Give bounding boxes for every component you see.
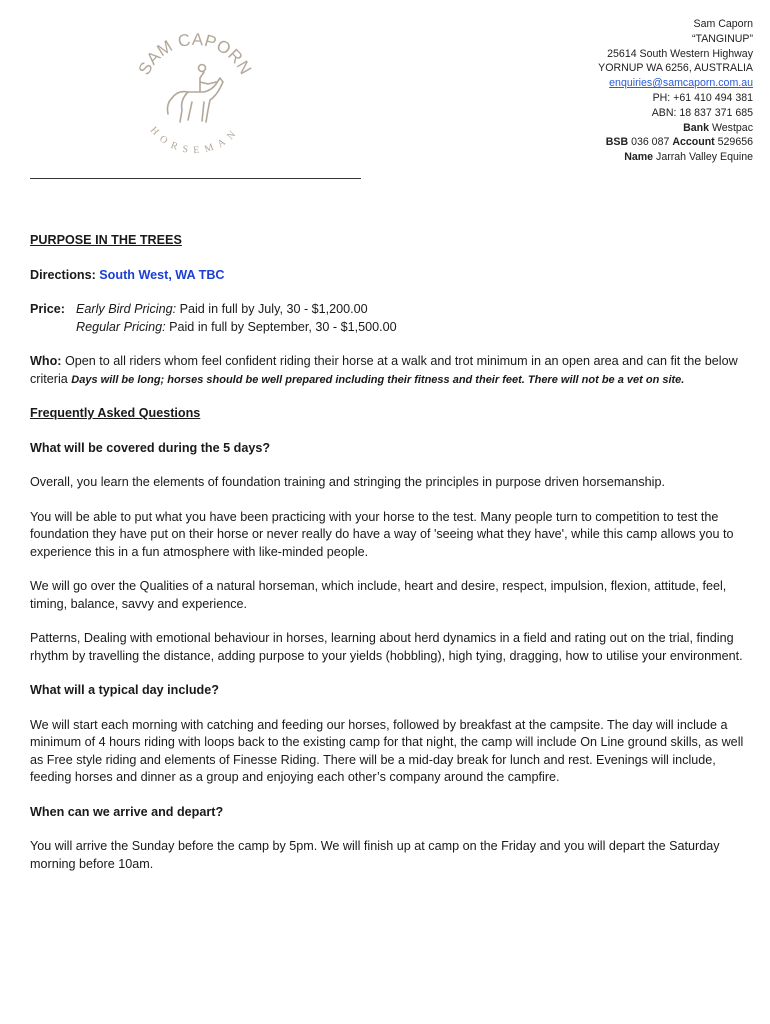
contact-email-line — [598, 76, 753, 91]
sam-caporn-logo — [130, 26, 260, 156]
contact-property: “TANGINUP” — [691, 32, 753, 45]
regular-label: Regular Pricing: — [76, 319, 166, 334]
account-name-value: Jarrah Valley Equine — [656, 151, 753, 164]
bank-label: Bank — [683, 121, 710, 134]
contact-name: Sam Caporn — [693, 18, 753, 30]
logo-bottom-text: HORSEMAN — [147, 124, 243, 156]
question-2: What will a typical day include? — [30, 683, 219, 697]
account-value: 529656 — [717, 136, 753, 149]
contact-abn: ABN: 18 837 371 685 — [651, 106, 753, 119]
price-block — [30, 301, 755, 336]
answer-2-paragraph: We will start each morning with catching and feeding our horses, followed by breakfast at the campsite. The day will include a minimum of 4 hours riding with loops back to the existing camp for that night, the camp will include On Line ground skills, as well as Free style riding and elements of Finesse Riding. There will be a mid-day break for lunch and rest. Evenings will include, feeding horses and dinner as a group and enjoying each other’s company around the campfire. — [30, 717, 744, 784]
price-label: Price: — [30, 302, 66, 316]
svg-text:HORSEMAN — [148, 125, 242, 156]
page-title: PURPOSE IN THE TREES — [30, 233, 182, 247]
regular-text: Paid in full by September, 30 - $1,500.00 — [169, 319, 397, 334]
answer-3-paragraph: You will arrive the Sunday before the camp by 5pm. We will finish up at camp on the Friday and you will depart the Saturday morning before 10am. — [30, 839, 720, 871]
early-bird-text: Paid in full by July, 30 - $1,200.00 — [179, 302, 368, 316]
logo-top-text: SAM CAPORN — [134, 29, 256, 79]
who-text: Open to all riders whom feel confident riding their horse at a walk and trot minimum in an open area and can fit the below criteria — [30, 354, 738, 386]
early-bird-label: Early Bird Pricing: — [76, 302, 177, 316]
bsb-value: 036 087 — [631, 136, 670, 149]
answer-1-paragraph-3: We will go over the Qualities of a natural horseman, which include, heart and desire, respect, impulsion, flexion, attitude, feel, timing, balance, savvy and experience. — [30, 579, 727, 611]
directions-value: South West, WA TBC — [99, 267, 225, 282]
directions-label: Directions: — [30, 267, 96, 282]
contact-account-name — [598, 150, 753, 165]
who-note: Days will be long; horses should be well prepared including their fitness and their feet. There will not be a vet on site. — [71, 373, 685, 386]
contact-email-link[interactable]: enquiries@samcaporn.com.au — [609, 77, 753, 90]
question-1: What will be covered during the 5 days? — [30, 440, 271, 455]
answer-1-paragraph-1: Overall, you learn the elements of foundation training and stringing the principles in purpose driven horsemanship. — [30, 475, 665, 489]
who-paragraph — [30, 353, 755, 389]
document-body — [30, 232, 755, 873]
account-label: Account — [672, 136, 715, 149]
bsb-label: BSB — [605, 136, 629, 149]
bank-value: Westpac — [711, 121, 753, 134]
answer-1-paragraph-4: Patterns, Dealing with emotional behaviour in horses, learning about herd dynamics in a field and rating out on the trial, finding rhythm by travelling the distance, adding purpose to your yields (hobbling), high tying, dragging, how to utilise your environment. — [30, 631, 743, 663]
contact-bank — [598, 121, 753, 136]
directions-line — [30, 267, 755, 285]
question-3: When can we arrive and depart? — [30, 804, 224, 819]
early-bird-line — [76, 301, 397, 319]
svg-text:SAM CAPORN — [135, 30, 256, 78]
faq-heading: Frequently Asked Questions — [30, 406, 201, 420]
contact-bsb-account — [598, 135, 753, 150]
horse-rider-logo-icon — [130, 26, 260, 156]
contact-city: YORNUP WA 6256, AUSTRALIA — [598, 62, 753, 75]
header-divider — [30, 178, 361, 179]
contact-street: 25614 South Western Highway — [607, 47, 753, 60]
who-label: Who: — [30, 354, 62, 368]
answer-1-paragraph-2: You will be able to put what you have been practicing with your horse to the test. Many people turn to competition to test the foundation they have put on their horse or never really do have a way of 'seeing what they have', while this camp allows you to experience this in a fun atmosphere with like-minded people. — [30, 509, 734, 559]
contact-phone: PH: +61 410 494 381 — [652, 91, 753, 104]
regular-line — [76, 319, 397, 337]
account-name-label: Name — [624, 151, 654, 164]
contact-block — [598, 17, 753, 165]
